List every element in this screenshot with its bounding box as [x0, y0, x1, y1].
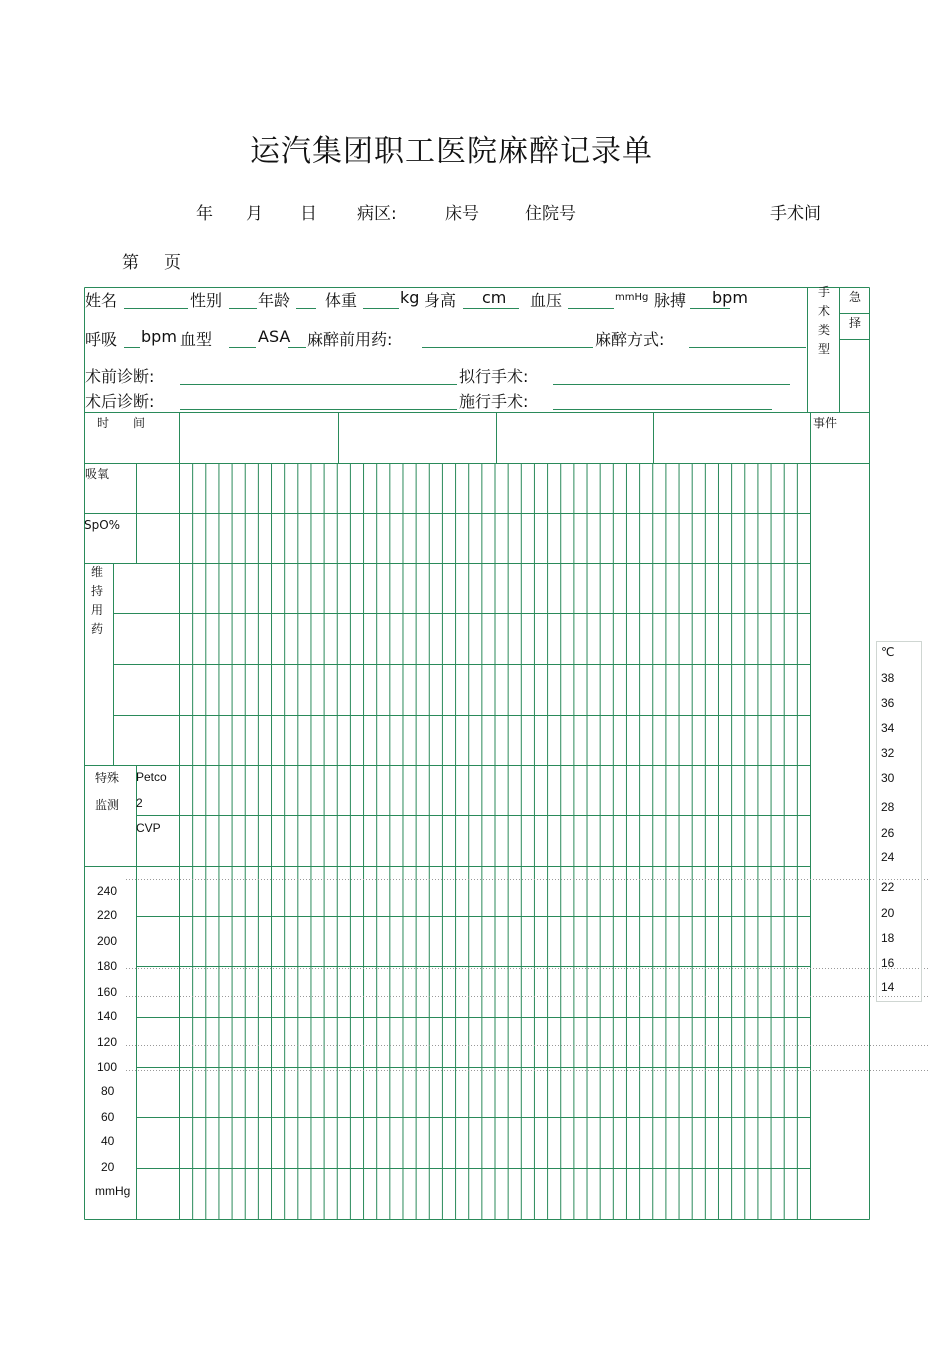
temp-scale-tick: 16: [881, 956, 895, 970]
bp-scale-tick: 240: [97, 884, 118, 898]
age-field[interactable]: [296, 308, 316, 309]
bp-scale-tick: 200: [97, 934, 118, 948]
temp-scale-tick: 36: [881, 696, 895, 710]
temp-scale-tick: 14: [881, 980, 895, 994]
temp-scale-tick: 20: [881, 906, 895, 920]
time-label: 时 间: [97, 416, 146, 430]
bp-scale-tick: 40: [101, 1134, 115, 1148]
ward-label: 病区:: [357, 204, 397, 224]
petco2-sub: 2: [136, 796, 143, 810]
weight-unit: kg: [400, 288, 420, 307]
post-dx-label: 术后诊断:: [85, 392, 155, 411]
temp-scale-tick: 28: [881, 800, 895, 814]
pulse-label: 脉搏: [654, 291, 687, 310]
cvp-label: CVP: [136, 821, 161, 835]
event-label: 事件: [813, 416, 838, 430]
resp-label: 呼吸: [85, 330, 118, 349]
admission-label: 住院号: [525, 204, 576, 224]
performed-op-field[interactable]: [553, 409, 772, 410]
form-title: 运汽集团职工医院麻醉记录单: [250, 134, 653, 169]
blood-type-field[interactable]: [229, 347, 256, 348]
pre-dx-field[interactable]: [180, 384, 457, 385]
pulse-field[interactable]: [690, 308, 730, 309]
oxygen-label: 吸氧: [85, 467, 110, 481]
resp-field[interactable]: [124, 347, 140, 348]
name-field[interactable]: [124, 308, 188, 309]
maint-drug-label: 维持用药: [90, 565, 103, 636]
height-field[interactable]: [463, 308, 519, 309]
elective-option[interactable]: 择: [849, 316, 862, 330]
pulse-unit: bpm: [712, 288, 748, 307]
bp-scale-tick: 100: [97, 1060, 118, 1074]
blood-type-label: 血型: [180, 330, 213, 349]
weight-label: 体重: [325, 291, 358, 310]
bp-scale-tick: 140: [97, 1009, 118, 1023]
premed-field[interactable]: [422, 347, 593, 348]
bp-scale-tick: 160: [97, 985, 118, 999]
anes-method-label: 麻醉方式:: [595, 330, 665, 349]
special-label: 特殊: [95, 771, 120, 785]
bp-scale-tick: 180: [97, 959, 118, 973]
bp-label: 血压: [530, 291, 563, 310]
bp-scale-unit: mmHg: [95, 1184, 131, 1198]
bp-scale-tick: 80: [101, 1084, 115, 1098]
temp-unit: ℃: [881, 645, 895, 659]
temp-scale-tick: 34: [881, 721, 895, 735]
height-label: 身高: [424, 291, 457, 310]
bp-unit: mmHg: [615, 292, 649, 303]
bed-label: 床号: [445, 204, 479, 224]
anes-method-field[interactable]: [689, 347, 806, 348]
bp-scale-tick: 120: [97, 1035, 118, 1049]
month-label: 月: [246, 204, 263, 224]
or-room-label: 手术间: [770, 204, 821, 224]
temp-scale-tick: 32: [881, 746, 895, 760]
temp-scale-tick: 24: [881, 850, 895, 864]
temp-scale-tick: 30: [881, 771, 895, 785]
year-label: 年: [196, 204, 213, 224]
page-di-label: 第: [122, 253, 139, 273]
bp-scale-tick: 20: [101, 1160, 115, 1174]
asa-label: ASA: [258, 327, 291, 346]
page-ye-label: 页: [164, 253, 181, 273]
temp-scale-tick: 18: [881, 931, 895, 945]
planned-op-field[interactable]: [553, 384, 790, 385]
bp-field[interactable]: [568, 308, 614, 309]
age-label: 年龄: [258, 291, 291, 310]
planned-op-label: 拟行手术:: [459, 367, 529, 386]
weight-field[interactable]: [363, 308, 399, 309]
bp-scale-tick: 60: [101, 1110, 115, 1124]
monitor-label: 监测: [95, 798, 120, 812]
resp-unit: bpm: [141, 327, 177, 346]
petco2-label: Petco: [136, 770, 167, 784]
spo2-label: SpO%: [84, 518, 121, 532]
temp-scale-tick: 38: [881, 671, 895, 685]
post-dx-field[interactable]: [180, 409, 457, 410]
performed-op-label: 施行手术:: [459, 392, 529, 411]
temp-scale-tick: 26: [881, 826, 895, 840]
height-unit: cm: [482, 288, 507, 307]
surgery-type-label: 手术类型: [817, 285, 830, 356]
sex-field[interactable]: [229, 308, 257, 309]
day-label: 日: [300, 204, 317, 224]
name-label: 姓名: [85, 291, 118, 310]
premed-label: 麻醉前用药:: [307, 330, 393, 349]
pre-dx-label: 术前诊断:: [85, 367, 155, 386]
urgent-option[interactable]: 急: [849, 290, 862, 304]
bp-scale-tick: 220: [97, 908, 118, 922]
sex-label: 性别: [190, 291, 223, 310]
temp-scale-tick: 22: [881, 880, 895, 894]
asa-field[interactable]: [288, 347, 306, 348]
